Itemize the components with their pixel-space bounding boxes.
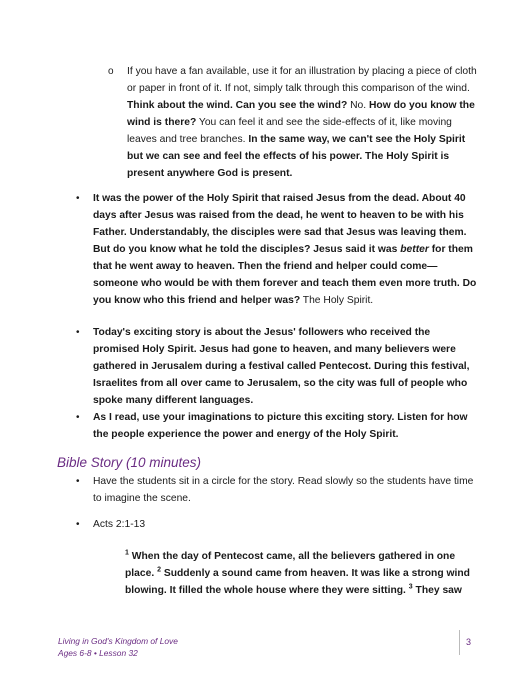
text-run: You can feel it and see the side-effects of it, like moving leaves and tree branches. — [127, 117, 452, 145]
page-number: 3 — [466, 637, 472, 647]
text-run: If you have a fan available, use it for an illustration by placing a piece of cloth or paper in front of it. If not, simply talk through this comparison of the wind. — [127, 66, 477, 94]
text-run: In the same way, we can't see the Holy Spirit but we can see and feel the effects of his power. The Holy Spirit is present anywhere God is present. — [127, 134, 466, 179]
scripture-reference: Acts 2:1-13 — [93, 519, 146, 530]
bullet-paragraph-imagine — [93, 409, 479, 443]
bullet-marker: • — [76, 476, 80, 487]
text-run: It was the power of the Holy Spirit that raised Jesus from the dead. About 40 days after Jesus was raised from the dead, he went to heaven to be with his Father. Understandably, the disciples were sad that Jesus was leaving them. But do you know what he told the disciples? Jesus said it was — [93, 193, 467, 255]
bullet-marker: • — [76, 193, 80, 204]
verse-text-1: $^1$ When the day of Pentecost came, all the believers gathered in one place. $^2$ Suddenly a sound came from heaven. It was like a strong wind blowing. It filled the whole house where they were sitting. $^3$ They saw — [125, 549, 470, 596]
text-run: How do you know the wind is there? — [127, 100, 475, 128]
footer-subtitle: Ages 6-8 • Lesson 32 — [58, 648, 138, 658]
footer-lesson-info — [58, 635, 178, 659]
verse-number-2: 2 — [157, 566, 161, 574]
story-instruction: Have the students sit in a circle for the story. Read slowly so the students have time to imagine the scene. — [93, 476, 474, 504]
text-run: No. — [347, 100, 369, 111]
footer-divider — [459, 630, 460, 655]
sub-bullet-marker: o — [108, 66, 114, 77]
text-run: Think about the wind. Can you see the wind? — [127, 100, 348, 111]
bullet-marker: • — [76, 519, 80, 530]
section-heading: Bible Story (10 minutes) — [57, 455, 202, 470]
text-run: Today's exciting story is about the Jesus' followers who received the promised Holy Spirit. Jesus had gone to heaven, and many believers were gathered in Jerusalem during a festival called Pentecost. During this festival, Israelites from all over came to Jerusalem, so the city was full of people who spoke many different languages. — [93, 327, 470, 406]
verse-number-3: 3 — [408, 583, 413, 591]
scripture-verse — [125, 548, 485, 599]
text-run: The Holy Spirit. — [300, 295, 374, 306]
bullet-paragraph-power — [93, 190, 479, 309]
footer-title: Living in God's Kingdom of Love — [58, 636, 178, 646]
text-run: for them that he went away to heaven. Then the friend and helper could come—someone who would be with them forever and teach them even more truth. Do you know who this friend and helper was? — [93, 244, 477, 306]
bullet-paragraph-story — [93, 324, 479, 409]
text-run: As I read, use your imaginations to picture this exciting story. Listen for how the people experience the power and energy of the Holy Spirit. — [93, 412, 468, 440]
intro-sub-paragraph — [127, 63, 477, 182]
verse-number-1: 1 — [125, 549, 129, 557]
bullet-marker: • — [76, 327, 80, 338]
text-run: better — [400, 244, 429, 255]
bullet-marker: • — [76, 412, 80, 423]
